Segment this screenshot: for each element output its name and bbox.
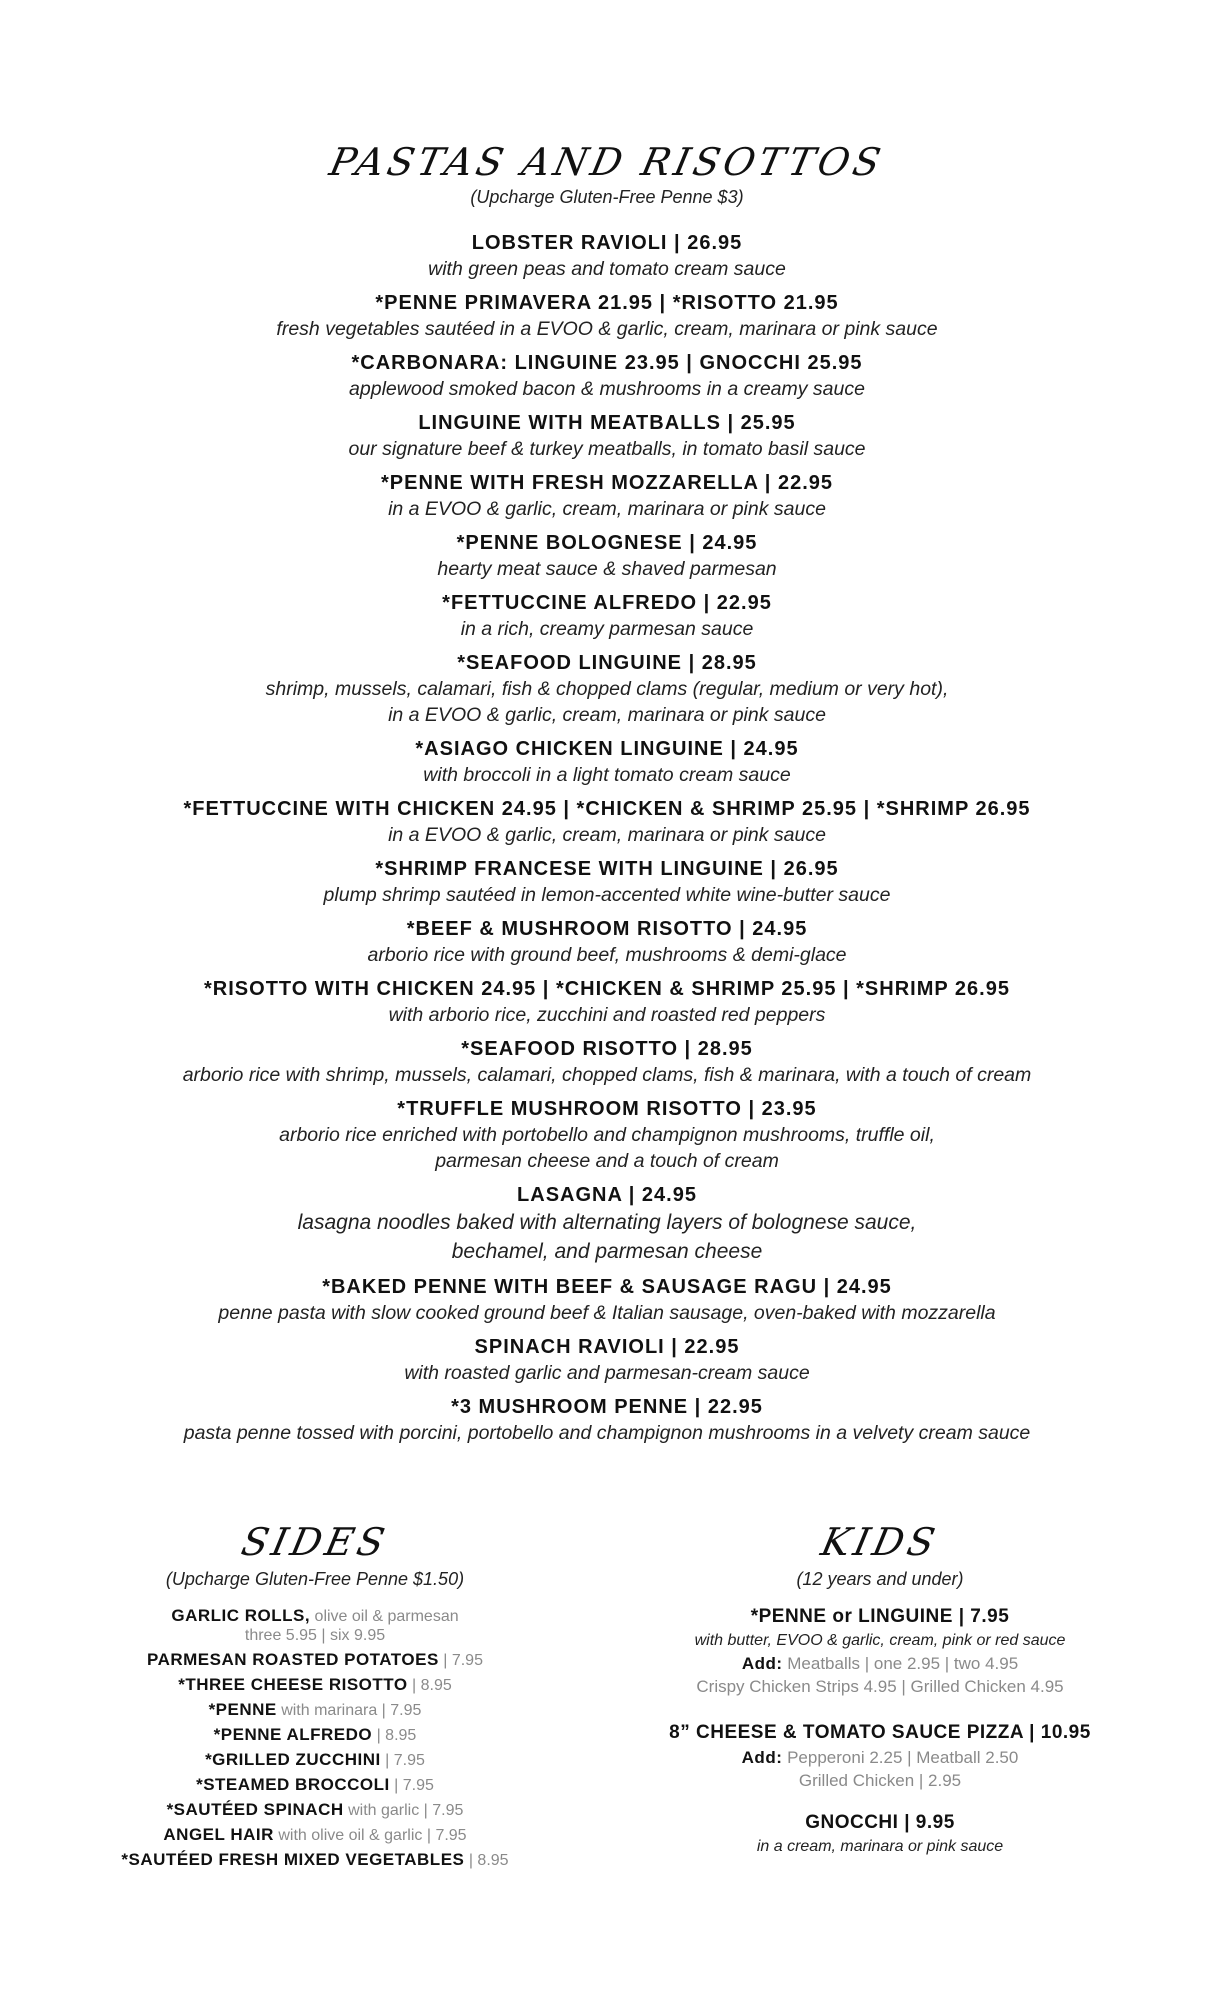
menu-item <box>40 470 1174 522</box>
menu-item-desc: applewood smoked bacon & mushrooms in a creamy sauce <box>349 378 865 400</box>
menu-item <box>40 530 1174 582</box>
side-item-detail: | 7.95 <box>389 1777 434 1794</box>
menu-item-desc: parmesan cheese and a touch of cream <box>435 1150 779 1172</box>
menu-item-desc: in a cream, marinara or pink sauce <box>756 1838 1004 1855</box>
side-item <box>90 1798 540 1823</box>
menu-item-name: LOBSTER RAVIOLI | 26.95 <box>471 232 743 254</box>
side-item-detail: | 8.95 <box>464 1852 509 1869</box>
menu-item-desc: with green peas and tomato cream sauce <box>428 258 786 280</box>
side-item <box>90 1773 540 1798</box>
kids-title: KIDS <box>817 1520 943 1564</box>
kids-item-penne <box>640 1604 1120 1698</box>
menu-item-desc: in a rich, creamy parmesan sauce <box>460 618 754 640</box>
menu-item <box>40 230 1174 282</box>
menu-item-desc: lasagna noodles baked with alternating layers of bolognese sauce, <box>297 1211 917 1234</box>
side-item-detail: with marinara | 7.95 <box>276 1702 422 1719</box>
kids-age-note: (12 years and under) <box>796 1569 964 1589</box>
pastas-title: PASTAS AND RISOTTOS <box>325 140 889 184</box>
menu-item-name: *PENNE BOLOGNESE | 24.95 <box>456 532 758 554</box>
menu-item <box>40 590 1174 642</box>
kids-section <box>640 1520 1120 1872</box>
add-ons-line-2: Crispy Chicken Strips 4.95 | Grilled Chicken 4.95 <box>696 1677 1064 1696</box>
add-ons-line-2: Grilled Chicken | 2.95 <box>798 1771 962 1790</box>
side-item <box>90 1748 540 1773</box>
side-item-name: *GRILLED ZUCCHINI <box>205 1750 381 1769</box>
menu-item-name: *PENNE or LINGUINE | 7.95 <box>750 1606 1010 1627</box>
menu-item <box>40 1394 1174 1446</box>
menu-item-name: *SEAFOOD LINGUINE | 28.95 <box>457 652 757 674</box>
add-options: Pepperoni 2.25 | Meatball 2.50 <box>782 1748 1019 1767</box>
add-ons-line <box>640 1652 1120 1675</box>
side-item <box>90 1698 540 1723</box>
menu-item-name: *PENNE WITH FRESH MOZZARELLA | 22.95 <box>380 472 833 494</box>
menu-item-desc: in a EVOO & garlic, cream, marinara or pink sauce <box>388 498 826 520</box>
menu-item-name: *3 MUSHROOM PENNE | 22.95 <box>451 1396 763 1418</box>
menu-item <box>40 1334 1174 1386</box>
menu-item-desc: in a EVOO & garlic, cream, marinara or pink sauce <box>388 824 826 846</box>
menu-item-name: *SEAFOOD RISOTTO | 28.95 <box>461 1038 753 1060</box>
menu-item <box>40 410 1174 462</box>
menu-item-name: *SHRIMP FRANCESE WITH LINGUINE | 26.95 <box>375 858 839 880</box>
menu-item-name: *BAKED PENNE WITH BEEF & SAUSAGE RAGU | 24.95 <box>322 1276 892 1298</box>
side-item-name: ANGEL HAIR <box>163 1825 274 1844</box>
side-item-name: *STEAMED BROCCOLI <box>196 1775 390 1794</box>
side-item <box>90 1848 540 1873</box>
menu-item <box>40 796 1174 848</box>
pastas-list <box>40 230 1174 1446</box>
side-item <box>90 1823 540 1848</box>
menu-item-desc: pasta penne tossed with porcini, portobello and champignon mushrooms in a velvety cream sauce <box>183 1422 1031 1444</box>
menu-item-desc: arborio rice with shrimp, mussels, calamari, chopped clams, fish & marinara, with a touch of cream <box>182 1064 1032 1086</box>
menu-item-name: 8” CHEESE & TOMATO SAUCE PIZZA | 10.95 <box>669 1722 1091 1743</box>
menu-item-desc: shrimp, mussels, calamari, fish & chopped clams (regular, medium or very hot), <box>265 678 949 700</box>
side-item-detail: olive oil & parmesan <box>310 1608 459 1625</box>
menu-item <box>40 1182 1174 1266</box>
menu-item <box>40 976 1174 1028</box>
menu-item-name: GNOCCHI | 9.95 <box>805 1812 955 1833</box>
menu-item-name: *ASIAGO CHICKEN LINGUINE | 24.95 <box>415 738 799 760</box>
menu-item <box>40 650 1174 728</box>
menu-item-name: *RISOTTO WITH CHICKEN 24.95 | *CHICKEN & SHRIMP 25.95 | *SHRIMP 26.95 <box>204 978 1010 1000</box>
menu-item-desc: our signature beef & turkey meatballs, in tomato basil sauce <box>348 438 866 460</box>
add-label: Add: <box>741 1748 783 1767</box>
menu-item-desc: bechamel, and parmesan cheese <box>451 1240 763 1263</box>
side-item-name: *THREE CHEESE RISOTTO <box>178 1675 408 1694</box>
menu-item-desc: with butter, EVOO & garlic, cream, pink or red sauce <box>694 1632 1066 1649</box>
menu-item-name: SPINACH RAVIOLI | 22.95 <box>474 1336 740 1358</box>
pastas-section <box>40 140 1174 1454</box>
side-item-detail: with garlic | 7.95 <box>343 1802 464 1819</box>
menu-item-name: *TRUFFLE MUSHROOM RISOTTO | 23.95 <box>397 1098 817 1120</box>
menu-item-name: *BEEF & MUSHROOM RISOTTO | 24.95 <box>406 918 808 940</box>
side-item-detail: three 5.95 | six 9.95 <box>244 1627 386 1644</box>
side-item-name: *SAUTÉED FRESH MIXED VEGETABLES <box>121 1850 465 1869</box>
menu-item <box>40 350 1174 402</box>
side-item-name: *PENNE ALFREDO <box>213 1725 373 1744</box>
menu-item-desc: fresh vegetables sautéed in a EVOO & garlic, cream, marinara or pink sauce <box>276 318 938 340</box>
menu-item-desc: in a EVOO & garlic, cream, marinara or pink sauce <box>388 704 826 726</box>
side-item <box>90 1648 540 1673</box>
side-item-detail: | 8.95 <box>372 1727 417 1744</box>
kids-item-pizza <box>640 1720 1120 1792</box>
side-item-name: PARMESAN ROASTED POTATOES <box>147 1650 439 1669</box>
add-options: Meatballs | one 2.95 | two 4.95 <box>782 1654 1019 1673</box>
menu-item <box>40 916 1174 968</box>
side-item-detail: | 7.95 <box>380 1752 425 1769</box>
menu-item-desc: with broccoli in a light tomato cream sauce <box>423 764 791 786</box>
menu-item-name: *FETTUCCINE ALFREDO | 22.95 <box>442 592 772 614</box>
menu-item <box>40 290 1174 342</box>
side-item-detail: with olive oil & garlic | 7.95 <box>273 1827 467 1844</box>
menu-item <box>40 1036 1174 1088</box>
menu-item-name: *CARBONARA: LINGUINE 23.95 | GNOCCHI 25.95 <box>351 352 863 374</box>
menu-item-desc: penne pasta with slow cooked ground beef & Italian sausage, oven-baked with mozzarella <box>218 1302 996 1324</box>
pastas-upcharge-note: (Upcharge Gluten-Free Penne $3) <box>470 187 744 207</box>
menu-item-name: *FETTUCCINE WITH CHICKEN 24.95 | *CHICKEN & SHRIMP 25.95 | *SHRIMP 26.95 <box>183 798 1031 820</box>
menu-item <box>40 856 1174 908</box>
side-item-detail: | 7.95 <box>438 1652 483 1669</box>
side-item <box>90 1623 540 1648</box>
menu-item-desc: plump shrimp sautéed in lemon-accented white wine-butter sauce <box>323 884 891 906</box>
add-ons-line <box>640 1746 1120 1769</box>
menu-item-name: LASAGNA | 24.95 <box>517 1184 697 1206</box>
menu-item-desc: with arborio rice, zucchini and roasted red peppers <box>388 1004 826 1026</box>
side-item <box>90 1673 540 1698</box>
menu-item-name: LINGUINE WITH MEATBALLS | 25.95 <box>418 412 796 434</box>
sides-list <box>90 1604 540 1873</box>
kids-item-gnocchi <box>640 1810 1120 1858</box>
sides-upcharge-note: (Upcharge Gluten-Free Penne $1.50) <box>165 1569 465 1589</box>
menu-item <box>40 1274 1174 1326</box>
side-item-detail: | 8.95 <box>407 1677 452 1694</box>
menu-item-desc: hearty meat sauce & shaved parmesan <box>437 558 777 580</box>
menu-item-desc: arborio rice with ground beef, mushrooms & demi-glace <box>367 944 847 966</box>
side-item-name: *PENNE <box>208 1700 277 1719</box>
menu-item-desc: arborio rice enriched with portobello and champignon mushrooms, truffle oil, <box>279 1124 935 1146</box>
menu-item-name: *PENNE PRIMAVERA 21.95 | *RISOTTO 21.95 <box>375 292 839 314</box>
menu-item-desc: with roasted garlic and parmesan-cream sauce <box>404 1362 810 1384</box>
sides-section <box>90 1520 540 1873</box>
side-item <box>90 1723 540 1748</box>
menu-item <box>40 736 1174 788</box>
side-item-name: GARLIC ROLLS, <box>171 1606 311 1625</box>
sides-title: SIDES <box>237 1520 393 1564</box>
add-label: Add: <box>741 1654 783 1673</box>
side-item-name: *SAUTÉED SPINACH <box>166 1800 344 1819</box>
menu-item <box>40 1096 1174 1174</box>
